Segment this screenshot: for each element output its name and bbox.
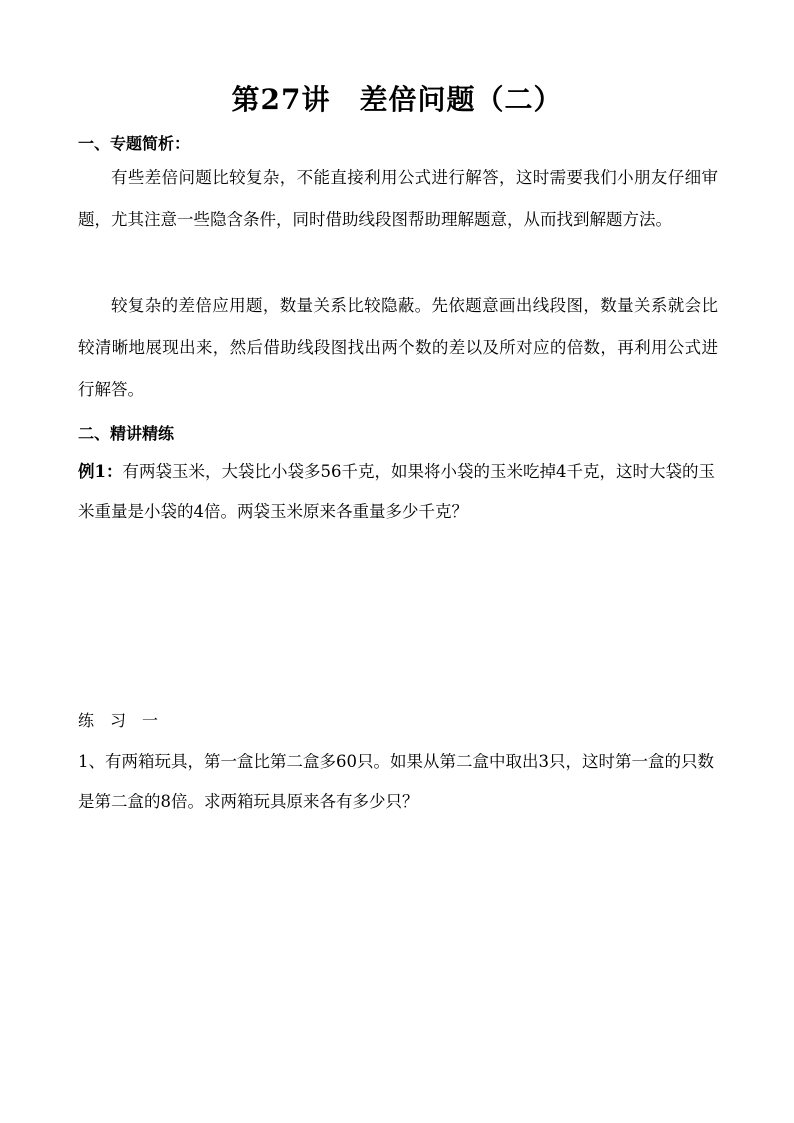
- section-heading-analysis: 一、专题简析：: [78, 134, 191, 153]
- section-heading-practice-explained: 二、精讲精练: [78, 424, 175, 443]
- analysis-paragraph-1: 有些差倍问题比较复杂，不能直接利用公式进行解答，这时需要我们小朋友仔细审题，尤其注意一些隐含条件，同时借助线段图帮助理解题意，从而找到解题方法。: [78, 168, 718, 229]
- practice-problem-1: 1、有两箱玩具，第一盒比第二盒多60只。如果从第二盒中取出3只，这时第一盒的只数是第二盒的8倍。求两箱玩具原来各有多少只？: [78, 752, 714, 811]
- analysis-paragraph-2: 较复杂的差倍应用题，数量关系比较隐蔽。先依题意画出线段图，数量关系就会比较清晰地展现出来，然后借助线段图找出两个数的差以及所对应的倍数，再利用公式进行解答。: [78, 296, 718, 399]
- practice-title: 练习一: [78, 711, 175, 730]
- page-title: 第27讲 差倍问题（二）: [231, 83, 563, 116]
- example-1-text: 有两袋玉米，大袋比小袋多56千克，如果将小袋的玉米吃掉4千克，这时大袋的玉米重量是小袋的4倍。两袋玉米原来各重量多少千克？: [78, 462, 715, 521]
- example-1-label: 例1：: [78, 462, 123, 481]
- example-1: [78, 452, 718, 532]
